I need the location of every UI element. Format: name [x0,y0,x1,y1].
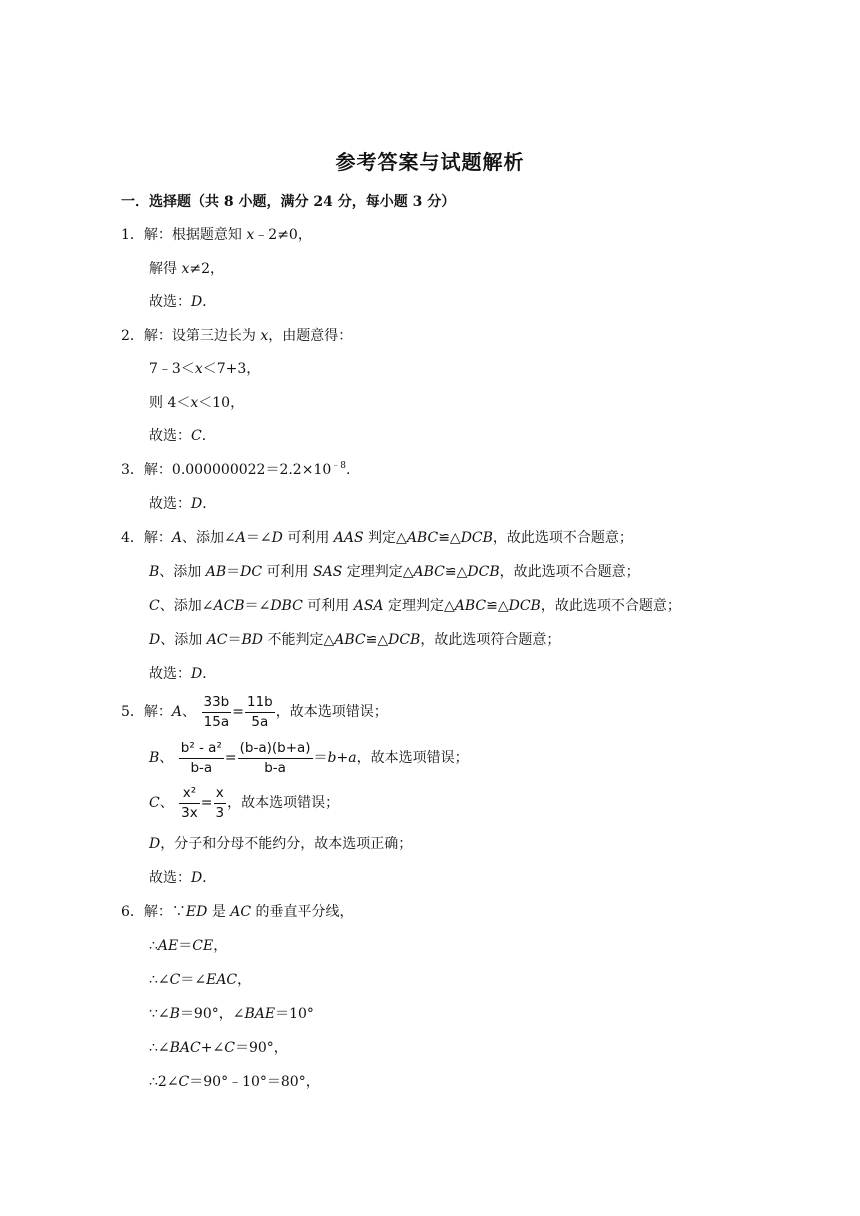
q3-answer: 故选：D． [149,496,217,512]
q4-option-b: B、添加 AB＝DC 可利用 SAS 定理判定△ABC≌△DCB，故此选项不合题意； [149,564,640,580]
page-title: 参考答案与试题解析 [335,150,525,174]
q6-line-6: ∴2∠C＝90°﹣10°＝80°， [149,1074,320,1090]
fraction: $\frac{\text{b² - a²}}{b-a}$ [180,739,222,776]
q5-answer: 故选：D． [149,870,217,886]
q2-line-3: 则 4＜x＜10， [149,395,245,411]
fraction: $\frac{11b}{5a}$ [246,693,273,730]
q1-answer: 故选：D． [149,294,217,310]
q1-line-2: 解得 x≠2， [149,261,224,277]
q5-option-b: B、 $\frac{\text{b² - a²}}{b-a}$ = $\frac{(b-a)(b+a)}{b-a}$ ＝b+a，故本选项错误； [149,739,469,776]
q2-answer: 故选：C． [149,428,216,444]
q2-line-2: 7﹣3＜x＜7+3， [149,361,261,377]
fraction: $\frac{(b-a)(b+a)}{b-a}$ [239,739,311,776]
q1-line-1: 1．解：根据题意知 x﹣2≠0， [121,227,312,243]
q4-option-a: 4．解：A、添加∠A＝∠D 可利用 AAS 判定△ABC≌△DCB，故此选项不合题意； [121,530,633,546]
q5-option-c: C、 $\frac{\text{x²}}{3x}$ = $\frac{x}{3}$ ，故本选项错误； [149,784,340,821]
q6-line-4: ∵∠B＝90°，∠BAE＝10° [149,1006,314,1022]
q6-line-5: ∴∠BAC+∠C＝90°， [149,1040,288,1056]
q6-line-1: 6．解：∵ED 是 AC 的垂直平分线， [121,904,354,920]
fraction: $\frac{33b}{15a}$ [203,693,230,730]
q3-line-1: 3．解：$0.000000022=2.2\times 10^{﹣8}$. [121,461,351,478]
q4-option-c: C、添加∠ACB＝∠DBC 可利用 ASA 定理判定△ABC≌△DCB，故此选项不合题意； [149,598,681,614]
q4-option-d: D、添加 AC＝BD 不能判定△ABC≌△DCB，故此选项符合题意； [149,632,561,648]
q4-answer: 故选：D． [149,666,217,682]
section-heading: 一．选择题（共 8 小题，满分 24 分，每小题 3 分） [121,194,456,210]
q2-line-1: 2．解：设第三边长为 x，由题意得： [121,328,353,344]
fraction: $\frac{\text{x²}}{3x}$ [181,784,198,821]
q5-option-a: 5．解：A、 $\frac{33b}{15a}$ = $\frac{11b}{5a}$ ，故本选项错误； [121,693,388,730]
fraction: $\frac{x}{3}$ [215,784,225,821]
q6-line-3: ∴∠C＝∠EAC， [149,972,252,988]
q5-option-d: D，分子和分母不能约分，故本选项正确； [149,836,413,852]
q6-line-2: ∴AE＝CE， [149,938,228,954]
